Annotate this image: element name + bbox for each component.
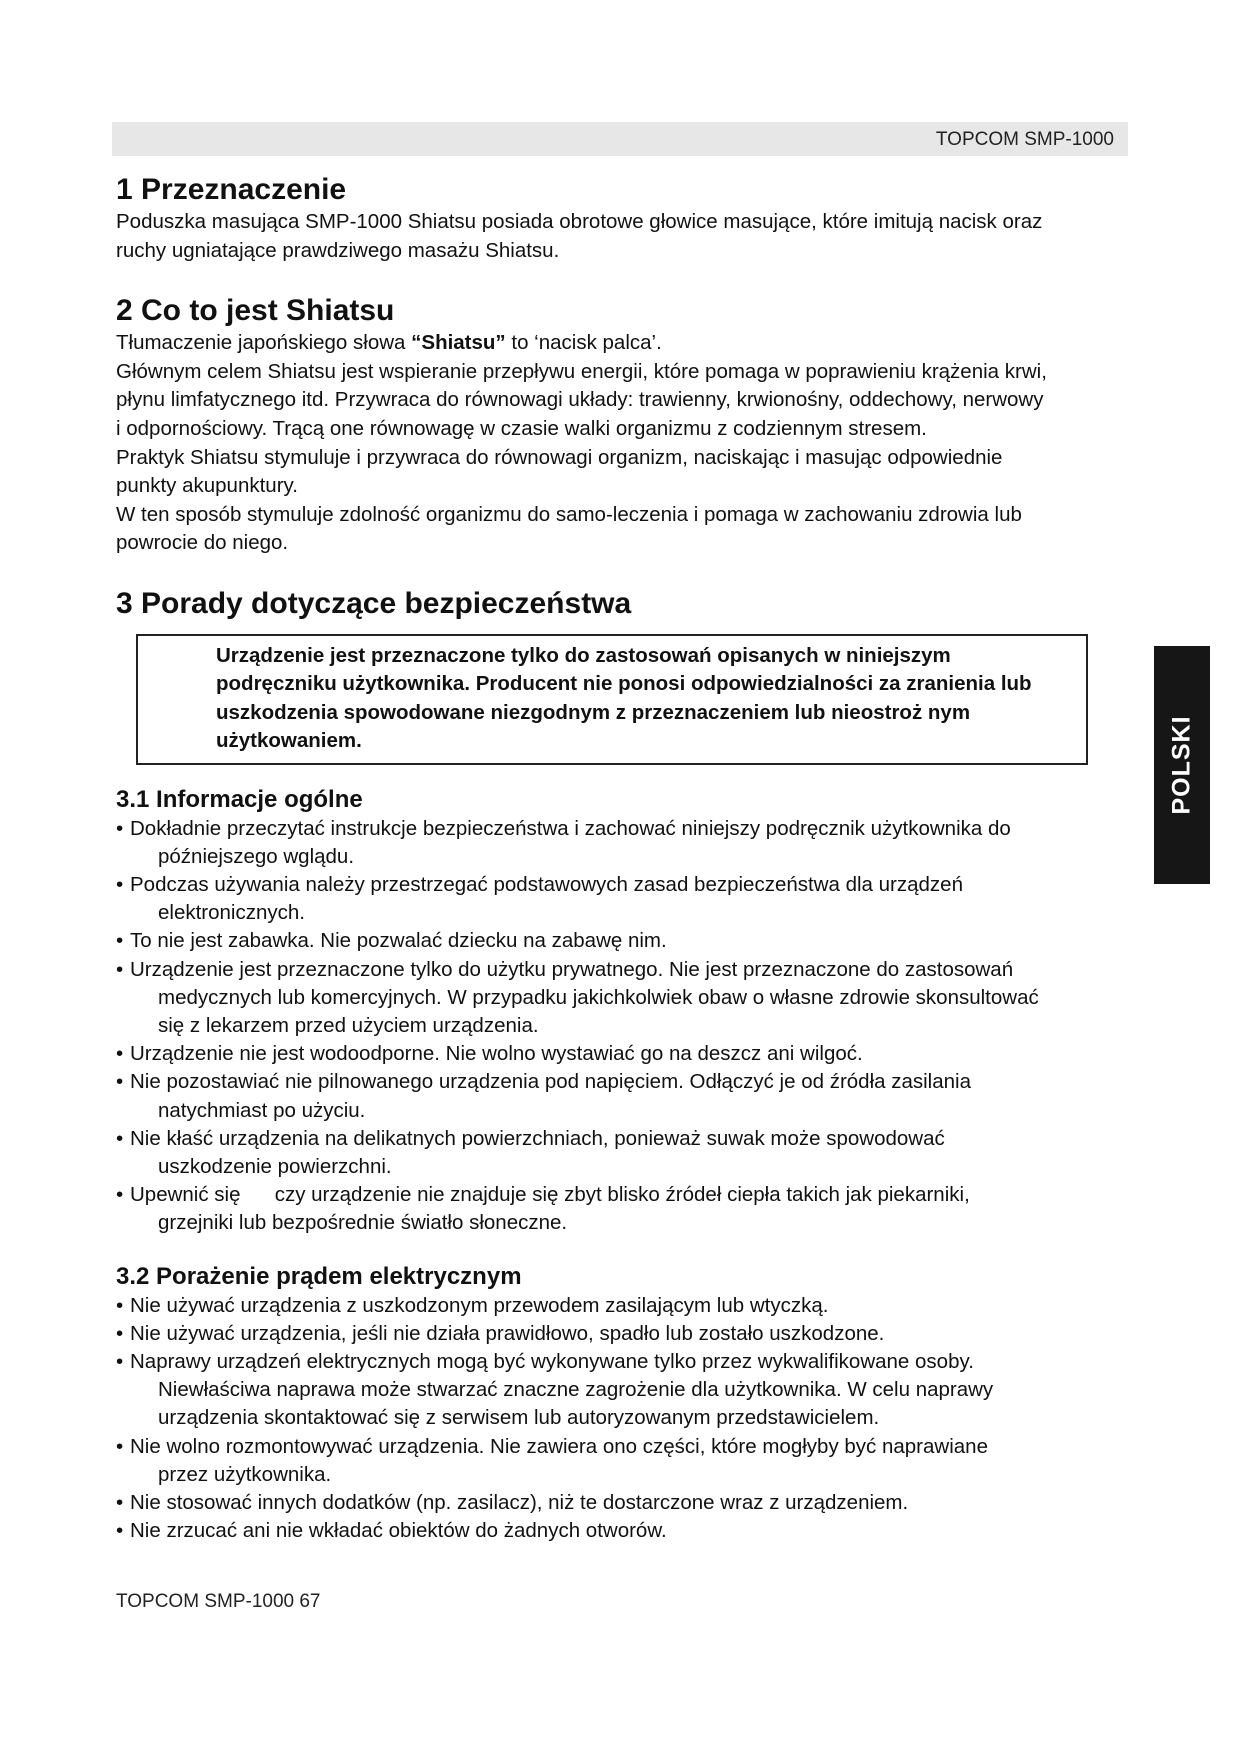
list-item (116, 927, 1126, 955)
list-item-text: Nie zrzucać ani nie wkładać obiektów do żadnych otworów. (130, 1519, 667, 1543)
list-item-text: Upewnić się czy urządzenie nie znajduje się zbyt blisko źródeł ciepła takich jak piekarniki, (130, 1183, 970, 1207)
bullet-glyph: • (116, 1434, 124, 1458)
bullet-glyph: • (116, 816, 124, 840)
list-item-text: Nie stosować innych dodatków (np. zasilacz), niż te dostarczone wraz z urządzeniem. (130, 1491, 909, 1515)
list-item-text: się z lekarzem przed użyciem urządzenia. (158, 1013, 539, 1037)
list-item-text: elektronicznych. (158, 901, 305, 925)
list-item-text: Nie używać urządzenia z uszkodzonym przewodem zasilającym lub wtyczką. (130, 1293, 829, 1317)
bullet-glyph: • (116, 1183, 124, 1207)
page-content (116, 172, 1126, 1569)
section-what-is-shiatsu (116, 293, 1126, 558)
bullet-glyph: • (116, 1070, 124, 1094)
section-safety (116, 586, 1126, 765)
list-item (116, 1320, 1126, 1348)
list-item (116, 871, 1126, 927)
list-item-text: Urządzenie jest przeznaczone tylko do użytku prywatnego. Nie jest przeznaczone do zastosowań (130, 957, 1014, 981)
list-item-text: Nie kłaść urządzenia na delikatnych powierzchniach, ponieważ suwak może spowodować (130, 1126, 945, 1150)
list-item-text: To nie jest zabawka. Nie pozwalać dziecku na zabawę nim. (130, 929, 667, 953)
section-electric-shock (116, 1262, 1126, 1546)
paragraph-line: płynu limfatycznego itd. Przywraca do równowagi układy: trawienny, krwionośny, oddechowy, nerwowy (116, 388, 1044, 412)
bullet-glyph: • (116, 1293, 124, 1317)
list-item (116, 1125, 1126, 1181)
warning-line: Urządzenie jest przeznaczone tylko do zastosowań opisanych w niniejszym (216, 643, 951, 667)
list-item (116, 1517, 1126, 1545)
page-header-text: TOPCOM SMP-1000 (935, 129, 1114, 150)
subsection-title: 3.1 Informacje ogólne (116, 785, 363, 813)
bullet-glyph: • (116, 1321, 124, 1345)
section-title: 3 Porady dotyczące bezpieczeństwa (116, 586, 632, 620)
warning-line: użytkowaniem. (216, 729, 362, 753)
bullet-glyph: • (116, 929, 124, 953)
list-item (116, 1181, 1126, 1237)
list-item-text: przez użytkownika. (158, 1462, 332, 1486)
list-item-text: Podczas używania należy przestrzegać podstawowych zasad bezpieczeństwa dla urządzeń (130, 872, 963, 896)
list-item-text: Dokładnie przeczytać instrukcje bezpieczeństwa i zachować niniejszy podręcznik użytkownika do (130, 816, 1011, 840)
list-item-text: Niewłaściwa naprawa może stwarzać znaczne zagrożenie dla użytkownika. W celu naprawy (158, 1378, 994, 1402)
paragraph-line: ruchy ugniatające prawdziwego masażu Shiatsu. (116, 238, 560, 262)
bullet-list (116, 1292, 1126, 1546)
paragraph-line: Praktyk Shiatsu stymuluje i przywraca do równowagi organizm, naciskając i masując odpowiednie (116, 445, 1003, 469)
list-item-text: Nie wolno rozmontowywać urządzenia. Nie zawiera ono części, które mogłyby być naprawiane (130, 1434, 988, 1458)
list-item-text: grzejniki lub bezpośrednie światło słoneczne. (158, 1211, 568, 1235)
list-item (116, 1040, 1126, 1068)
list-item-text: uszkodzenie powierzchni. (158, 1155, 392, 1178)
bullet-glyph: • (116, 1042, 124, 1066)
text-fragment: Tłumaczenie japońskiego słowa (116, 331, 412, 355)
bullet-glyph: • (116, 1519, 124, 1543)
list-item (116, 1348, 1126, 1433)
warning-line: podręczniku użytkownika. Producent nie ponosi odpowiedzialności za zranienia lub (216, 672, 1032, 696)
list-item-text: medycznych lub komercyjnych. W przypadku jakichkolwiek obaw o własne zdrowie skonsultować (158, 985, 1039, 1009)
section-general-info (116, 785, 1126, 1238)
warning-box (136, 634, 1088, 765)
paragraph-line: Poduszka masująca SMP-1000 Shiatsu posiada obrotowe głowice masujące, które imitują nacisk oraz (116, 210, 1043, 233)
section-purpose (116, 172, 1126, 265)
list-item-text: urządzenia skontaktować się z serwisem lub autoryzowanym przedstawicielem. (158, 1406, 880, 1430)
list-item-text: natychmiast po użyciu. (158, 1098, 366, 1122)
warning-line: uszkodzenia spowodowane niezgodnym z przeznaczeniem lub nieostroż nym (216, 700, 971, 724)
paragraph-line: i odpornościowy. Trącą one równowagę w czasie walki organizmu z codziennym stresem. (116, 416, 927, 440)
bullet-glyph: • (116, 872, 124, 896)
section-title: 2 Co to jest Shiatsu (116, 294, 395, 328)
page-footer: TOPCOM SMP-1000 67 (116, 1591, 321, 1612)
section-title: 1 Przeznaczenie (116, 173, 347, 206)
text-fragment: to ‘nacisk palca’. (505, 331, 662, 355)
page-header-bar (112, 122, 1128, 156)
list-item-text: Nie pozostawiać nie pilnowanego urządzenia pod napięciem. Odłączyć je od źródła zasilania (130, 1070, 971, 1094)
list-item-text: Urządzenie nie jest wodoodporne. Nie wolno wystawiać go na deszcz ani wilgoć. (130, 1042, 863, 1066)
paragraph-line (116, 329, 1126, 358)
bold-term: “Shiatsu” (411, 331, 506, 355)
list-item (116, 1433, 1126, 1489)
list-item (116, 1292, 1126, 1320)
bullet-glyph: • (116, 1126, 124, 1150)
list-item (116, 1068, 1126, 1124)
bullet-glyph: • (116, 1350, 124, 1374)
list-item (116, 1489, 1126, 1517)
bullet-list (116, 815, 1126, 1238)
list-item (116, 956, 1126, 1041)
language-tab (1154, 646, 1210, 884)
list-item-text: późniejszego wglądu. (158, 844, 355, 868)
paragraph-line: Głównym celem Shiatsu jest wspieranie przepływu energii, które pomaga w poprawieniu krążenia krwi, (116, 359, 1047, 383)
subsection-title: 3.2 Porażenie prądem elektrycznym (116, 1262, 522, 1290)
list-item (116, 815, 1126, 871)
paragraph-line: punkty akupunktury. (116, 474, 298, 498)
bullet-glyph: • (116, 957, 124, 981)
list-item-text: Nie używać urządzenia, jeśli nie działa prawidłowo, spadło lub zostało uszkodzone. (130, 1321, 885, 1345)
paragraph-line: W ten sposób stymuluje zdolność organizmu do samo-leczenia i pomaga w zachowaniu zdrowia lub (116, 502, 1022, 526)
bullet-glyph: • (116, 1491, 124, 1515)
list-item-text: Naprawy urządzeń elektrycznych mogą być wykonywane tylko przez wykwalifikowane osoby. (130, 1350, 974, 1374)
paragraph-line: powrocie do niego. (116, 531, 289, 555)
language-tab-label: POLSKI (1167, 715, 1196, 815)
